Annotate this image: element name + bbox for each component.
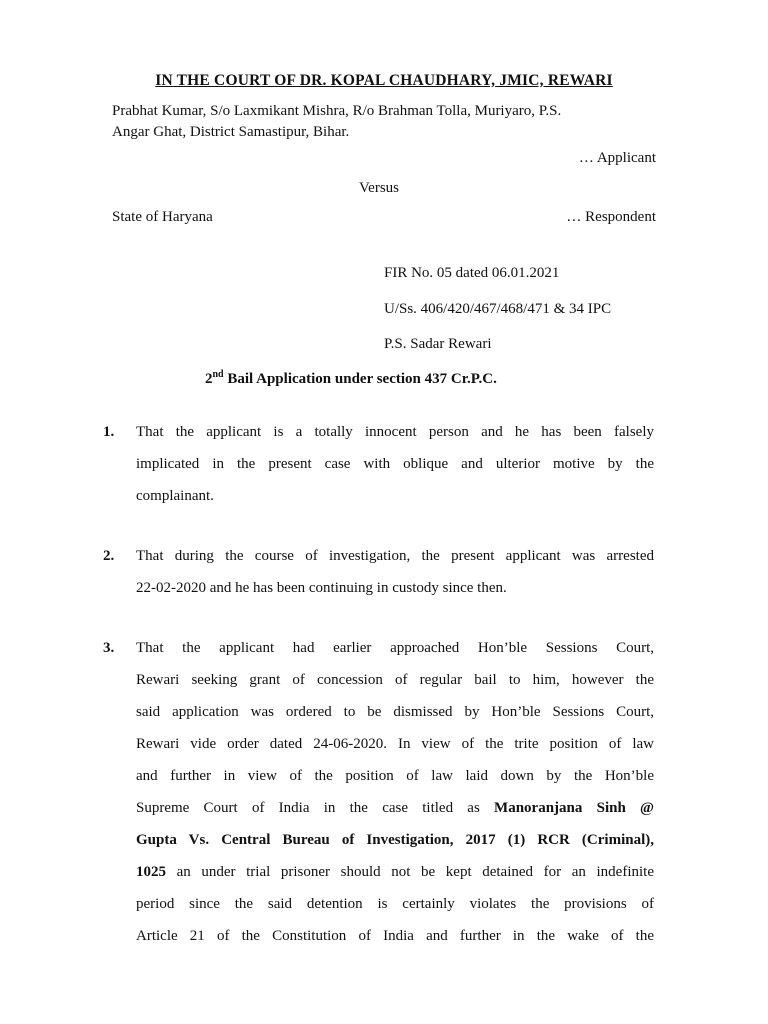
paragraph-3-line-4: Rewari vide order dated 24-06-2020. In view of the trite position of law — [136, 736, 654, 752]
paragraph-3-line-6-text: Supreme Court of India in the case titled as — [136, 800, 495, 816]
applicant-address-line-2: Angar Ghat, District Samastipur, Bihar. — [112, 124, 350, 140]
ipc-sections: U/Ss. 406/420/467/468/471 & 34 IPC — [384, 301, 612, 317]
paragraph-1-number: 1. — [103, 424, 115, 440]
respondent-name: State of Haryana — [112, 209, 213, 225]
respondent-role: … Respondent — [566, 209, 656, 225]
case-citation-part-2: Gupta Vs. Central Bureau of Investigation, 2017 (1) RCR (Criminal), — [136, 832, 654, 848]
paragraph-3-line-2: Rewari seeking grant of concession of regular bail to him, however the — [136, 672, 654, 688]
court-heading: IN THE COURT OF DR. KOPAL CHAUDHARY, JMIC, REWARI — [155, 72, 613, 89]
police-station: P.S. Sadar Rewari — [384, 336, 492, 352]
paragraph-3-line-5: and further in view of the position of law laid down by the Hon’ble — [136, 768, 654, 784]
application-title — [205, 371, 497, 388]
case-citation-part-3: 1025 — [136, 864, 166, 880]
applicant-role: … Applicant — [578, 150, 656, 166]
paragraph-2-number: 2. — [103, 548, 115, 564]
paragraph-3-line-3: said application was ordered to be dismissed by Hon’ble Sessions Court, — [136, 704, 654, 720]
paragraph-3-line-8-text: an under trial prisoner should not be kept detained for an indefinite — [166, 864, 654, 880]
fir-number: FIR No. 05 dated 06.01.2021 — [384, 265, 560, 281]
paragraph-3-line-1: That the applicant had earlier approached Hon’ble Sessions Court, — [136, 640, 654, 656]
paragraph-3-number: 3. — [103, 640, 115, 656]
paragraph-2-line-2: 22-02-2020 and he has been continuing in custody since then. — [136, 580, 507, 596]
applicant-address-line-1: Prabhat Kumar, S/o Laxmikant Mishra, R/o Brahman Tolla, Muriyaro, P.S. — [112, 103, 562, 119]
paragraph-1-line-1: That the applicant is a totally innocent person and he has been falsely — [136, 424, 654, 440]
paragraph-1-line-2: implicated in the present case with oblique and ulterior motive by the — [136, 456, 654, 472]
paragraph-3-line-9: period since the said detention is certainly violates the provisions of — [136, 896, 654, 912]
paragraph-3-line-8 — [136, 864, 654, 881]
paragraph-3-line-6 — [136, 800, 654, 817]
application-ordinal-suffix: nd — [212, 369, 224, 380]
paragraph-2-line-1: That during the course of investigation, the present applicant was arrested — [136, 548, 654, 564]
paragraph-3-line-10: Article 21 of the Constitution of India and further in the wake of the — [136, 928, 654, 944]
case-citation-part-1: Manoranjana Sinh @ — [494, 800, 654, 816]
paragraph-1-line-3: complainant. — [136, 488, 214, 504]
versus-label: Versus — [359, 180, 399, 196]
application-title-text: Bail Application under section 437 Cr.P.C. — [223, 371, 497, 387]
application-ordinal: 2 — [205, 371, 213, 387]
